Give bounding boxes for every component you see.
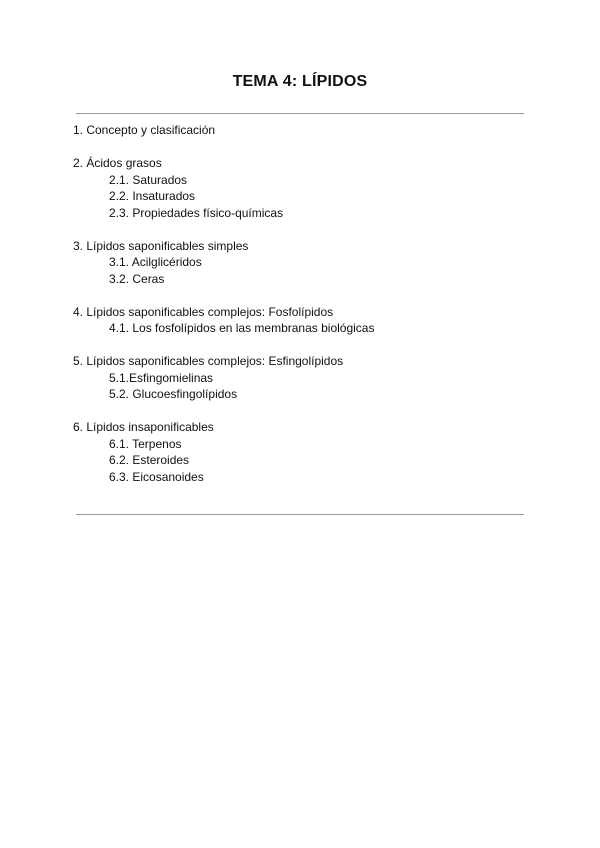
- subsection-list: [73, 436, 374, 486]
- bottom-divider: [76, 514, 524, 515]
- subsection-item: 2.2. Insaturados: [109, 189, 196, 203]
- subsection-item: 6.3. Eicosanoides: [109, 469, 204, 484]
- section-heading: 6. Lípidos insaponificables: [73, 420, 214, 434]
- subsection-item: 3.1. Acilglicéridos: [109, 255, 202, 269]
- subsection-list: [73, 320, 374, 337]
- subsection-item: 6.2. Esteroides: [109, 453, 190, 467]
- subsection-item: 2.3. Propiedades físico-químicas: [109, 205, 284, 220]
- section-heading: 1. Concepto y clasificación: [73, 123, 216, 137]
- subsection-list: [73, 370, 374, 403]
- section-heading: 4. Lípidos saponificables complejos: Fosfolípidos: [73, 304, 334, 319]
- toc-section: [73, 304, 374, 337]
- section-heading: 2. Ácidos grasos: [73, 156, 162, 170]
- subsection-list: [73, 172, 374, 222]
- table-of-contents: [73, 122, 374, 502]
- toc-section: [73, 155, 374, 221]
- section-heading: 5. Lípidos saponificables complejos: Esfingolípidos: [73, 354, 344, 368]
- toc-section: [73, 122, 374, 139]
- subsection-item: 3.2. Ceras: [109, 271, 165, 286]
- subsection-item: 2.1. Saturados: [109, 172, 188, 187]
- subsection-list: [73, 254, 374, 287]
- subsection-item: 5.2. Glucoesfingolípidos: [109, 387, 238, 401]
- section-heading: 3. Lípidos saponificables simples: [73, 238, 249, 253]
- toc-section: [73, 419, 374, 485]
- toc-section: [73, 353, 374, 403]
- toc-section: [73, 238, 374, 288]
- subsection-item: 6.1. Terpenos: [109, 436, 182, 451]
- subsection-item: 5.1.Esfingomielinas: [109, 370, 214, 385]
- subsection-item: 4.1. Los fosfolípidos en las membranas biológicas: [109, 321, 375, 335]
- page-title: TEMA 4: LÍPIDOS: [232, 73, 368, 90]
- top-divider: [76, 113, 524, 114]
